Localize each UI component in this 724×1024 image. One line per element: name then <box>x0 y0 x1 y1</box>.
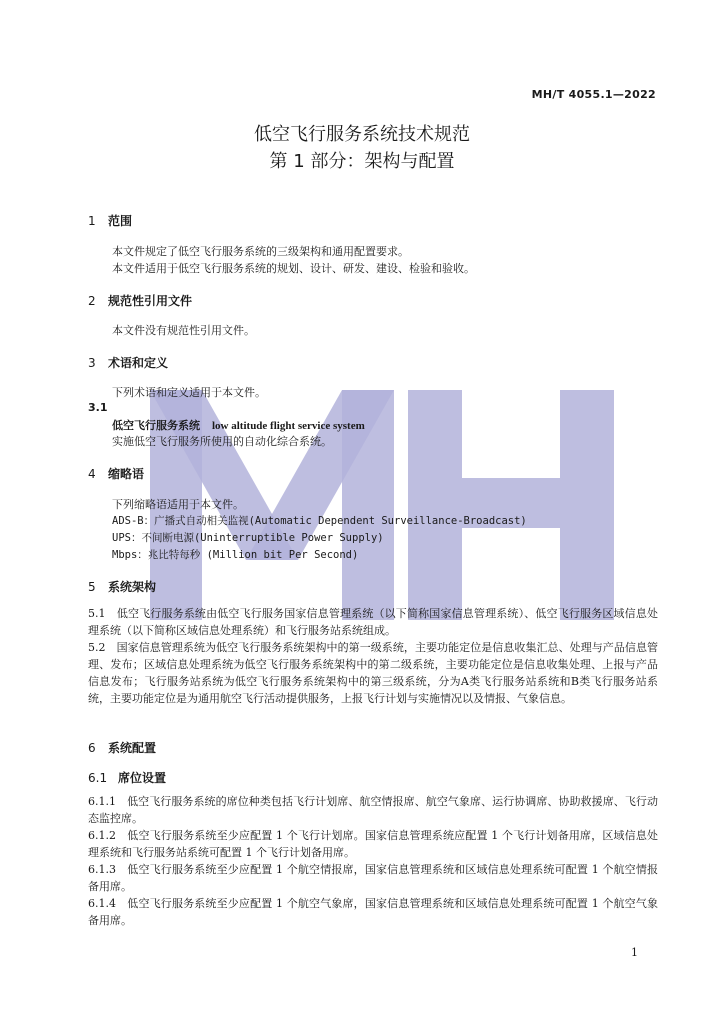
section-number: 4 <box>88 467 96 481</box>
section-number: 1 <box>88 214 96 228</box>
section-4-para-1: 下列缩略语适用于本文件。 <box>112 498 244 511</box>
section-number: 2 <box>88 294 96 308</box>
clause-6-1-3: 6.1.3 低空飞行服务系统至少应配置 1 个航空情报席，国家信息管理系统和区域信息处理系统可配置 1 个航空情报备用席。 <box>88 863 658 893</box>
section-4-heading <box>88 465 144 482</box>
term-chinese: 低空飞行服务系统 <box>112 419 200 432</box>
document-subtitle: 第 1 部分：架构与配置 <box>269 151 455 172</box>
term-english: low altitude flight service system <box>212 420 365 432</box>
section-title: 系统架构 <box>108 580 157 594</box>
section-3-heading <box>88 354 168 371</box>
watermark-h-left-stem <box>408 390 462 620</box>
abbreviation-mbps: Mbps：兆比特每秒 (Million bit Per Second) <box>112 549 359 561</box>
abbreviation-ups: UPS：不间断电源(Uninterruptible Power Supply) <box>112 532 384 544</box>
section-title: 规范性引用文件 <box>108 294 193 308</box>
section-3-para-1: 下列术语和定义适用于本文件。 <box>112 386 266 399</box>
watermark-h-right-stem <box>560 390 614 620</box>
section-2-heading <box>88 292 192 309</box>
section-1-para-2: 本文件适用于低空飞行服务系统的规划、设计、研发、建设、检验和验收。 <box>112 262 475 275</box>
page-number: 1 <box>631 946 638 959</box>
standard-number: MH/T 4055.1—2022 <box>531 88 656 101</box>
term-entry <box>112 417 365 433</box>
subsection-6-1-heading <box>88 769 166 786</box>
section-number: 5 <box>88 580 96 594</box>
clause-6-1-1: 6.1.1 低空飞行服务系统的席位种类包括飞行计划席、航空情报席、航空气象席、运行协调席、协助救援席、飞行动态监控席。 <box>88 795 658 825</box>
section-1-para-1: 本文件规定了低空飞行服务系统的三级架构和通用配置要求。 <box>112 245 409 258</box>
section-5-heading <box>88 578 156 595</box>
document-title: 低空飞行服务系统技术规范 <box>254 124 470 145</box>
section-number: 6 <box>88 741 96 755</box>
section-title: 缩略语 <box>108 467 145 481</box>
clause-5-1: 5.1 低空飞行服务系统由低空飞行服务国家信息管理系统（以下简称国家信息管理系统）、低空飞行服务区域信息处理系统（以下简称区域信息处理系统）和飞行服务站系统组成。 <box>88 607 658 637</box>
term-definition: 实施低空飞行服务所使用的自动化综合系统。 <box>112 435 332 448</box>
section-title: 范围 <box>108 214 133 228</box>
section-title: 术语和定义 <box>108 356 169 370</box>
subsection-number: 6.1 <box>88 771 108 785</box>
abbreviation-ads-b: ADS-B：广播式自动相关监视(Automatic Dependent Surveillance-Broadcast) <box>112 515 527 527</box>
section-2-para-1: 本文件没有规范性引用文件。 <box>112 324 255 337</box>
subsection-title: 席位设置 <box>118 771 167 785</box>
section-6-heading <box>88 739 156 756</box>
clause-5-2: 5.2 国家信息管理系统为低空飞行服务系统架构中的第一级系统，主要功能定位是信息收集汇总、处理与产品信息管理、发布；区域信息处理系统为低空飞行服务系统架构中的第二级系统，主要功能定位是信息收集处理、上报与产品信息发布；飞行服务站系统为低空飞行服务系统架构中的第三级系统，分为A类飞行服务站系统和B类飞行服务站系统，主要功能定位是为通用航空飞行活动提供服务，上报飞行计划与实施情况以及情报、气象信息。 <box>88 641 658 705</box>
section-1-heading <box>88 212 132 229</box>
term-number: 3.1 <box>88 401 108 414</box>
section-number: 3 <box>88 356 96 370</box>
section-title: 系统配置 <box>108 741 157 755</box>
clause-6-1-4: 6.1.4 低空飞行服务系统至少应配置 1 个航空气象席，国家信息管理系统和区域信息处理系统可配置 1 个航空气象备用席。 <box>88 897 658 927</box>
clause-6-1-2: 6.1.2 低空飞行服务系统至少应配置 1 个飞行计划席。国家信息管理系统应配置 1 个飞行计划备用席，区域信息处理系统和飞行服务站系统可配置 1 个飞行计划备用席。 <box>88 829 658 859</box>
